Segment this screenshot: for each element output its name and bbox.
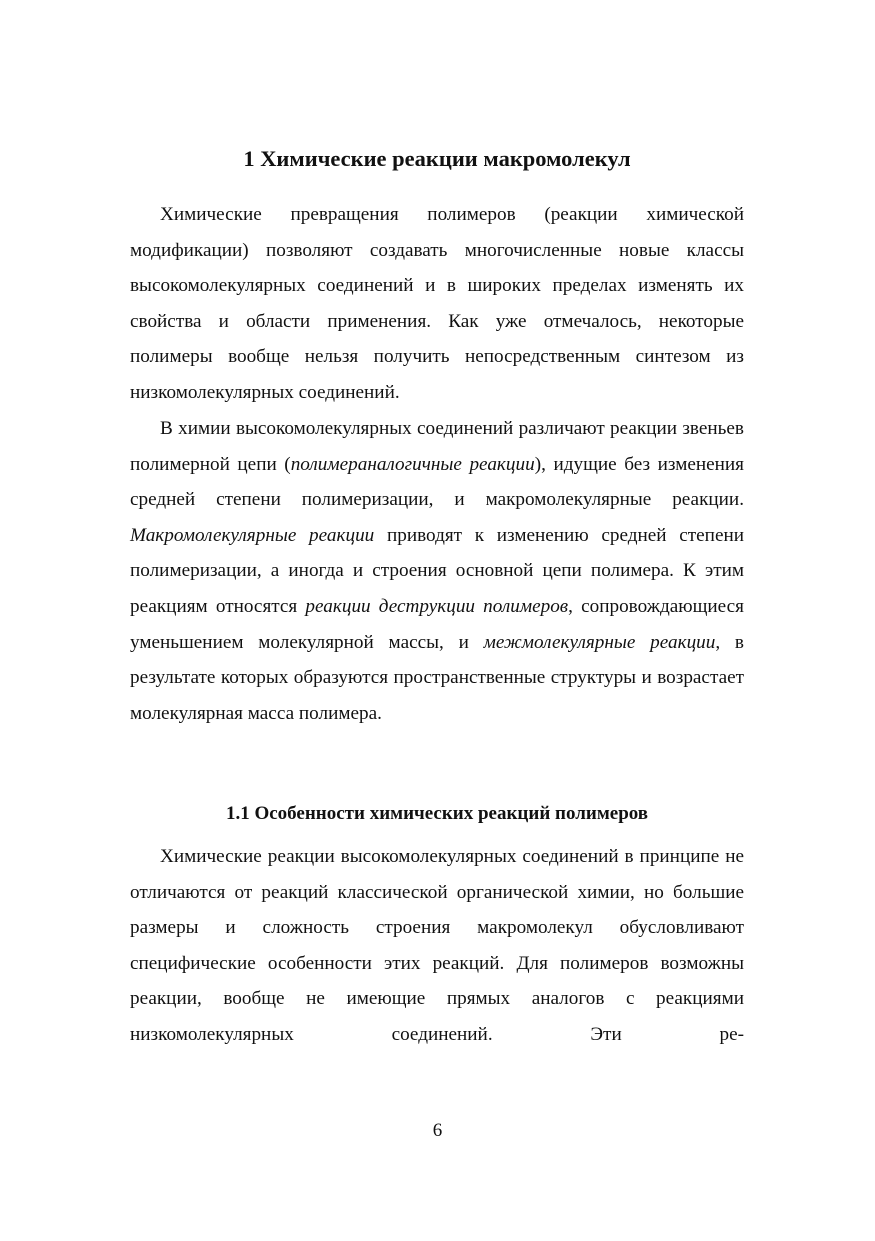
paragraph-reaction-types	[130, 411, 744, 731]
paragraph-intro: Химические превращения полимеров (реакции химической модификации) позволяют создавать многочисленные новые классы высокомолекулярных соединений и в широких пределах изменять их свойства и области применения. Как уже отмечалось, некоторые полимеры вообще нельзя получить непосредственным синтезом из низкомолекулярных соединений.	[130, 204, 744, 403]
term-destruction: реакции деструкции полимеров	[305, 595, 569, 617]
term-macromolecular: Макромолекулярные реакции	[130, 524, 375, 546]
section-heading: 1 Химические реакции макромолекул	[243, 146, 631, 171]
paragraph-features: Химические реакции высокомолекулярных соединений в принципе не отличаются от реакций классической органической химии, но большие размеры и сложность строения макромолекул обусловливают специфические особенности этих реакций. Для полимеров возможны реакции, вообще не имеющие прямых аналогов с реакциями низкомолекулярных соединений. Эти ре-	[130, 846, 744, 1045]
paragraph-text: ), идущие без изменения средней степени полимеризации, и макромолекулярные реакции.	[130, 453, 745, 511]
paragraph-text: , сопровождающиеся уменьшением молекулярной массы, и	[130, 595, 744, 653]
paragraph-text: приводят к изменению средней степени полимеризации, а иногда и строения основной цепи полимера. К этим реакциям относятся	[130, 524, 744, 617]
paragraph-text: В химии высокомолекулярных соединений различают реакции звеньев полимерной цепи (	[130, 418, 744, 475]
paragraph-text: , в результате которых образуются пространственные структуры и возрастает молекулярная масса полимера.	[130, 631, 744, 724]
term-polymer-analogous: полимераналогичные реакции	[290, 453, 535, 475]
page-number: 6	[432, 1120, 443, 1141]
subsection-heading: 1.1 Особенности химических реакций полимеров	[225, 803, 649, 824]
term-intermolecular: межмолекулярные реакции	[483, 631, 716, 653]
